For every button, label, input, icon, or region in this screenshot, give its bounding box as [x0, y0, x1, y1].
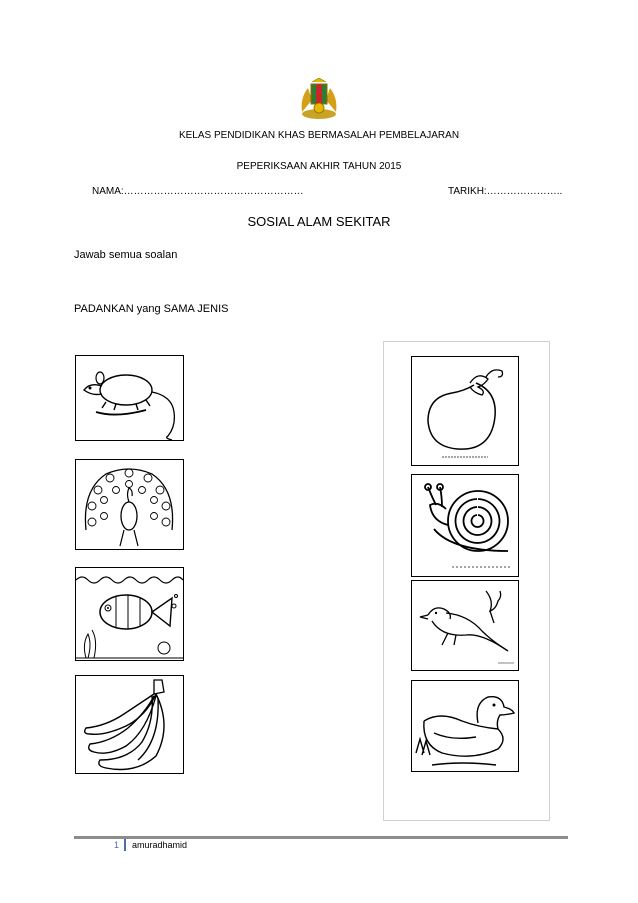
footer-author: amuradhamid [132, 840, 188, 850]
section-heading: PADANKAN yang SAMA JENIS [74, 303, 229, 315]
banana-picture[interactable] [75, 675, 184, 774]
name-field-label: NAMA:……………………………………………… [92, 186, 304, 197]
duck-picture[interactable] [411, 680, 519, 772]
page-number: 1 [114, 840, 120, 850]
snail-icon [412, 475, 518, 576]
footer-separator [124, 839, 126, 851]
peacock-icon [76, 460, 183, 549]
fish-picture[interactable] [75, 567, 184, 661]
duck-icon [412, 681, 518, 771]
rat-icon [76, 356, 183, 440]
school-crest-logo [294, 78, 344, 120]
footer-divider [74, 836, 568, 839]
date-field-label: TARIKH:………………….. [448, 186, 563, 197]
bird-icon [412, 581, 518, 670]
school-name: KELAS PENDIDIKAN KHAS BERMASALAH PEMBELAJARAN [178, 130, 460, 141]
eggplant-icon [412, 357, 518, 465]
instruction-text: Jawab semua soalan [74, 249, 178, 261]
peacock-picture[interactable] [75, 459, 184, 550]
banana-icon [76, 676, 183, 773]
page-title: SOSIAL ALAM SEKITAR [247, 214, 391, 229]
fish-icon [76, 568, 183, 660]
rat-picture[interactable] [75, 355, 184, 441]
exam-name: PEPERIKSAAN AKHIR TAHUN 2015 [236, 161, 402, 172]
bird-picture[interactable] [411, 580, 519, 671]
snail-picture[interactable] [411, 474, 519, 577]
eggplant-picture[interactable] [411, 356, 519, 466]
